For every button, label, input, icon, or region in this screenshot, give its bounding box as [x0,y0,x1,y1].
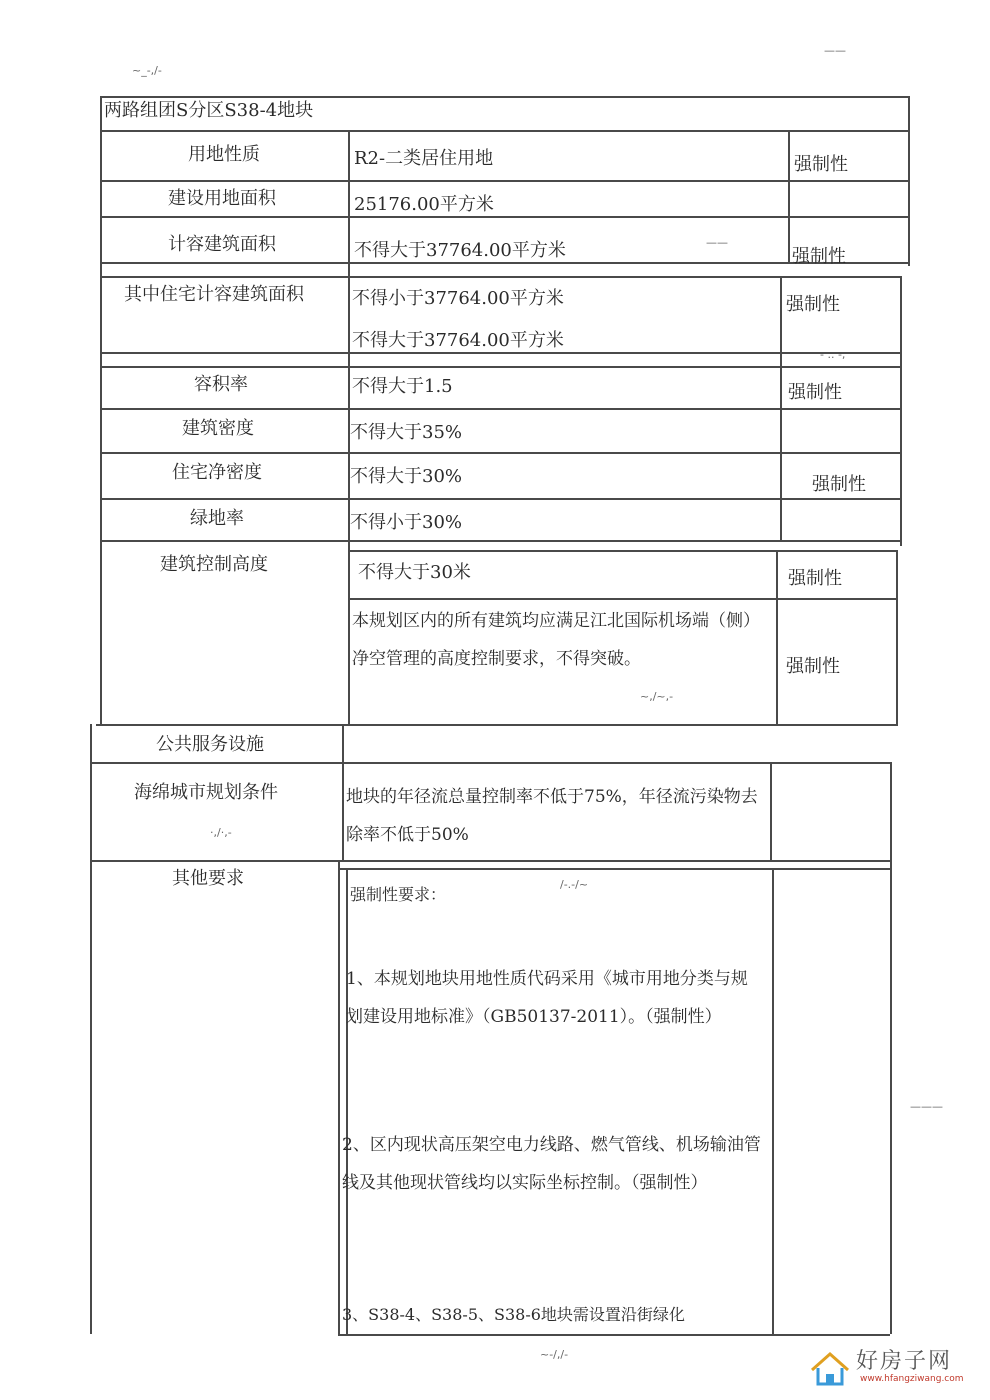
height-airport-mandatory: 强制性 [786,656,840,677]
other-item-3: 3、S38-4、S38-5、S38-6地块需设置沿街绿化 [342,1305,685,1324]
table-rule [100,180,908,182]
other-item-2: 2、区内现状高压架空电力线路、燃气管线、机场输油管线及其他现状管线均以实际坐标控制。（强制性） [342,1135,761,1193]
gfa-mandatory: 强制性 [792,246,846,267]
table-rule [348,598,896,600]
height-mandatory: 强制性 [788,568,842,589]
table-rule [100,540,900,542]
land-use-label: 用地性质 [188,144,260,165]
table-border [100,96,908,98]
table-border [100,96,102,726]
site-watermark [808,1340,968,1396]
table-rule [90,860,890,862]
green-label: 绿地率 [190,508,244,529]
table-rule [348,550,896,552]
other-item-1: 1、本规划地块用地性质代码采用《城市用地分类与规划建设用地标准》（GB50137-2011）。（强制性） [346,969,748,1027]
residential-gfa-mandatory: 强制性 [786,294,840,315]
residential-gfa-label: 其中住宅计容建筑面积 [124,284,304,305]
land-use-mandatory: 强制性 [794,154,848,175]
height-airport-requirement: 本规划区内的所有建筑均应满足江北国际机场端（侧）净空管理的高度控制要求，不得突破。 [352,611,760,669]
table-rule [338,1334,890,1336]
net-density-value: 不得大于30% [350,466,463,487]
height-value: 不得大于30米 [358,562,471,583]
table-rule [342,724,344,860]
sponge-label: 海绵城市规划条件 [134,782,278,803]
scan-smudge: ~,/~,- [640,690,674,703]
far-mandatory: 强制性 [788,382,842,403]
table-border [90,724,92,1334]
scan-smudge: —— [824,44,846,57]
table-rule [788,130,790,262]
table-border [900,276,902,546]
table-border [890,762,892,1334]
table-rule [338,860,340,1334]
net-density-label: 住宅净密度 [172,462,262,483]
table-border [908,96,910,266]
gfa-value: 不得大于37764.00平方米 [354,240,566,261]
public-facilities-label: 公共服务设施 [156,734,264,755]
scan-smudge: ·,/·,- [210,826,232,839]
table-rule [100,262,908,264]
height-label: 建筑控制高度 [160,554,268,575]
table-rule [100,216,908,218]
scan-smudge: —— [706,236,728,249]
other-heading: 强制性要求： [350,885,447,904]
table-rule [100,130,908,132]
scan-smudge: /-.-/~ [560,878,589,891]
table-border [896,550,898,726]
table-rule [338,868,890,870]
table-rule [348,550,350,724]
site-area-label: 建设用地面积 [168,188,276,209]
table-rule [96,724,896,726]
scan-smudge: ~_-,/- [132,64,162,77]
watermark-name: 好房子网 [856,1349,953,1374]
scan-smudge: ~-/,/- [540,1348,569,1361]
green-value: 不得小于30% [350,512,463,533]
other-label: 其他要求 [172,868,244,889]
gfa-label: 计容建筑面积 [168,234,276,255]
far-value: 不得大于1.5 [352,376,453,397]
plot-title: 两路组团S分区S38-4地块 [104,100,314,121]
net-density-mandatory: 强制性 [812,474,866,495]
sponge-value: 地块的年径流总量控制率不低于75%，年径流污染物去除率不低于50% [346,787,758,845]
table-rule [780,276,782,498]
residential-gfa-max: 不得大于37764.00平方米 [352,330,564,351]
far-label: 容积率 [194,374,248,395]
land-use-value: R2-二类居住用地 [354,148,494,169]
table-rule [776,550,778,724]
house-logo-icon [808,1346,852,1390]
scan-smudge: - .. -, [820,348,846,361]
watermark-url: www.hfangziwang.com [860,1374,964,1384]
coverage-label: 建筑密度 [182,418,254,439]
table-rule [346,868,348,1334]
site-area-value: 25176.00平方米 [354,194,494,215]
table-rule [780,498,782,540]
table-rule [770,762,772,860]
coverage-value: 不得大于35% [350,422,463,443]
residential-gfa-min: 不得小于37764.00平方米 [352,288,564,309]
table-rule [772,868,774,1334]
scan-smudge: ——— [910,1100,943,1113]
